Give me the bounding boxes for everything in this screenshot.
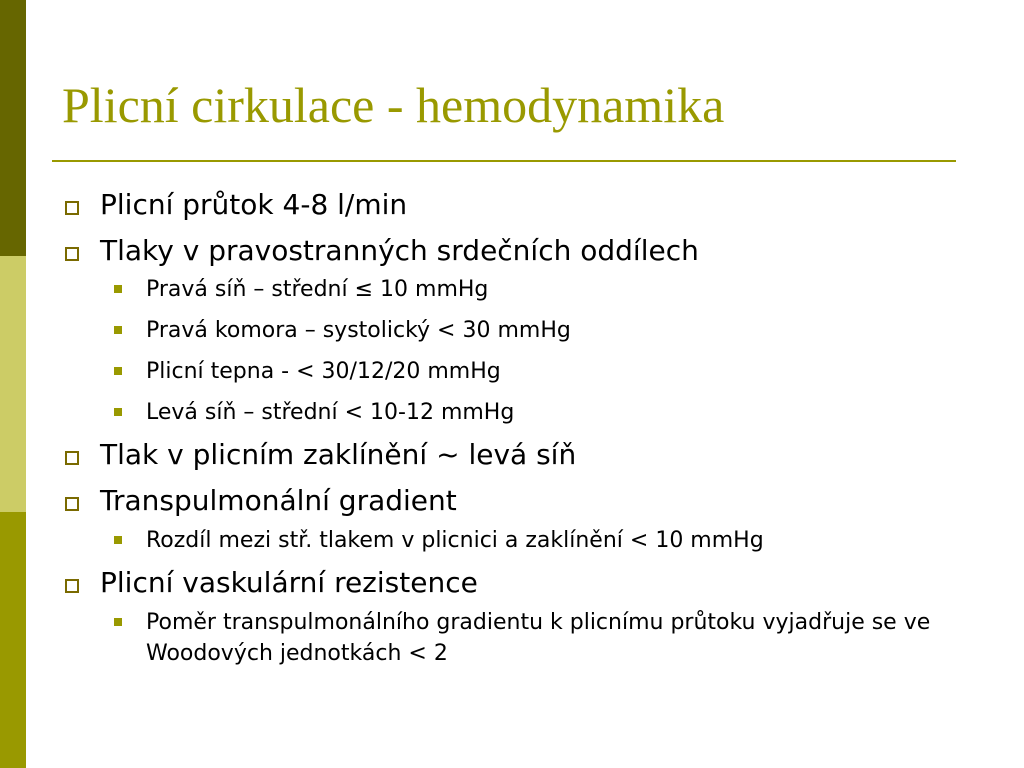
sub-bullet-item — [62, 526, 982, 557]
title-divider — [52, 160, 956, 162]
bullet-list — [62, 188, 982, 680]
filled-square-bullet-icon — [114, 408, 122, 416]
square-bullet-icon — [65, 497, 79, 511]
sub-bullet-text: Plicní tepna - < 30/12/20 mmHg — [146, 358, 501, 384]
filled-square-bullet-icon — [114, 536, 122, 544]
bullet-item — [62, 484, 982, 518]
left-band-top — [0, 0, 26, 256]
filled-square-bullet-icon — [114, 367, 122, 375]
sub-bullet-list — [62, 526, 982, 557]
filled-square-bullet-icon — [114, 618, 122, 626]
bullet-text: Tlak v plicním zaklínění ~ levá síň — [100, 438, 577, 472]
sub-bullet-list — [62, 608, 982, 670]
bullet-text: Plicní průtok 4-8 l/min — [100, 188, 408, 221]
sub-bullet-text: Levá síň – střední < 10-12 mmHg — [146, 399, 515, 425]
square-bullet-icon — [65, 579, 79, 593]
sub-bullet-item — [62, 316, 982, 347]
left-band-middle — [0, 256, 26, 512]
sub-bullet-text: Rozdíl mezi stř. tlakem v plicnici a zaklínění < 10 mmHg — [146, 527, 764, 553]
bullet-text: Transpulmonální gradient — [100, 483, 457, 517]
sub-bullet-text: Poměr transpulmonálního gradientu k plicnímu průtoku vyjadřuje se ve Woodových jednotkách < 2 — [146, 609, 931, 666]
bullet-text: Tlaky v pravostranných srdečních oddílech — [100, 233, 699, 267]
filled-square-bullet-icon — [114, 285, 122, 293]
slide-title: Plicní cirkulace - hemodynamika — [62, 77, 725, 133]
bullet-item — [62, 566, 982, 600]
filled-square-bullet-icon — [114, 326, 122, 334]
square-bullet-icon — [65, 247, 79, 261]
sub-bullet-item — [62, 275, 982, 306]
bullet-item — [62, 438, 982, 472]
square-bullet-icon — [65, 201, 79, 215]
square-bullet-icon — [65, 451, 79, 465]
sub-bullet-item — [62, 398, 982, 429]
bullet-item — [62, 188, 982, 222]
sub-bullet-text: Pravá komora – systolický < 30 mmHg — [146, 317, 571, 343]
bullet-text: Plicní vaskulární rezistence — [100, 566, 478, 600]
sub-bullet-item — [62, 357, 982, 388]
sub-bullet-text: Pravá síň – střední ≤ 10 mmHg — [146, 277, 489, 303]
sub-bullet-item — [62, 608, 982, 670]
left-band-bottom — [0, 512, 26, 768]
sub-bullet-list — [62, 275, 982, 428]
bullet-item — [62, 234, 982, 268]
